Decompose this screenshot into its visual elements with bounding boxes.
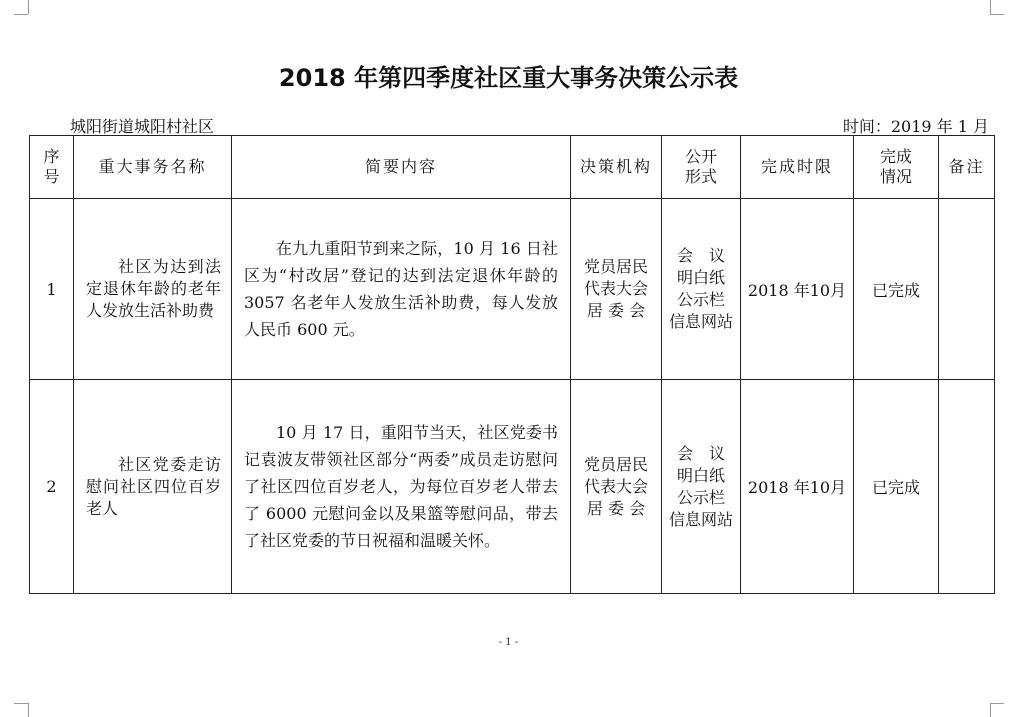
row-seq: 1 (30, 199, 74, 380)
table-row (30, 380, 995, 594)
row-status: 已完成 (854, 380, 939, 594)
header-status: 完成情况 (854, 136, 939, 199)
header-remark: 备注 (939, 136, 995, 199)
row-publish-form: 会 议 明白纸 公示栏 信息网站 (662, 199, 741, 380)
row-status: 已完成 (854, 199, 939, 380)
header-deadline: 完成时限 (741, 136, 854, 199)
header-name: 重大事务名称 (74, 136, 232, 199)
crop-mark (990, 703, 1005, 717)
header-body: 决策机构 (571, 136, 662, 199)
row-content: 在九九重阳节到来之际，10 月 16 日社区为“村改居”登记的达到法定退休年龄的 3057 名老年人发放生活补助费，每人发放人民币 600 元。 (232, 199, 571, 380)
row-name: 社区党委走访慰问社区四位百岁老人 (74, 380, 232, 594)
table-row (30, 199, 995, 380)
row-remark (939, 380, 995, 594)
row-deadline: 2018 年10月 (741, 199, 854, 380)
organization-label: 城阳街道城阳村社区 (70, 117, 215, 136)
date-label: 时间：2019 年 1 月 (842, 117, 989, 136)
crop-mark (14, 703, 28, 704)
row-publish-form: 会 议 明白纸 公示栏 信息网站 (662, 380, 741, 594)
crop-mark (990, 703, 1004, 704)
row-decision-body: 党员居民 代表大会 居 委 会 (571, 380, 662, 594)
row-name: 社区为达到法定退休年龄的老年人发放生活补助费 (74, 199, 232, 380)
row-decision-body: 党员居民 代表大会 居 委 会 (571, 199, 662, 380)
header-content: 简要内容 (232, 136, 571, 199)
row-content: 10 月 17 日，重阳节当天，社区党委书记袁波友带领社区部分“两委”成员走访慰问了社区四位百岁老人，为每位百岁老人带去了 6000 元慰问金以及果篮等慰问品，带去了社区党委的节日祝福和温暖关怀。 (232, 380, 571, 594)
header-seq: 序号 (30, 136, 74, 199)
page-number: - 1 - (498, 637, 519, 648)
row-remark (939, 199, 995, 380)
table-header-row (30, 136, 995, 199)
document-title: 2018 年第四季度社区重大事务决策公示表 (278, 64, 739, 92)
crop-mark (14, 14, 28, 15)
crop-mark (28, 703, 43, 717)
row-seq: 2 (30, 380, 74, 594)
row-deadline: 2018 年10月 (741, 380, 854, 594)
crop-mark (990, 14, 1004, 15)
decision-table (29, 135, 995, 594)
header-publish: 公开形式 (662, 136, 741, 199)
crop-mark (990, 0, 1005, 14)
crop-mark (28, 0, 43, 14)
